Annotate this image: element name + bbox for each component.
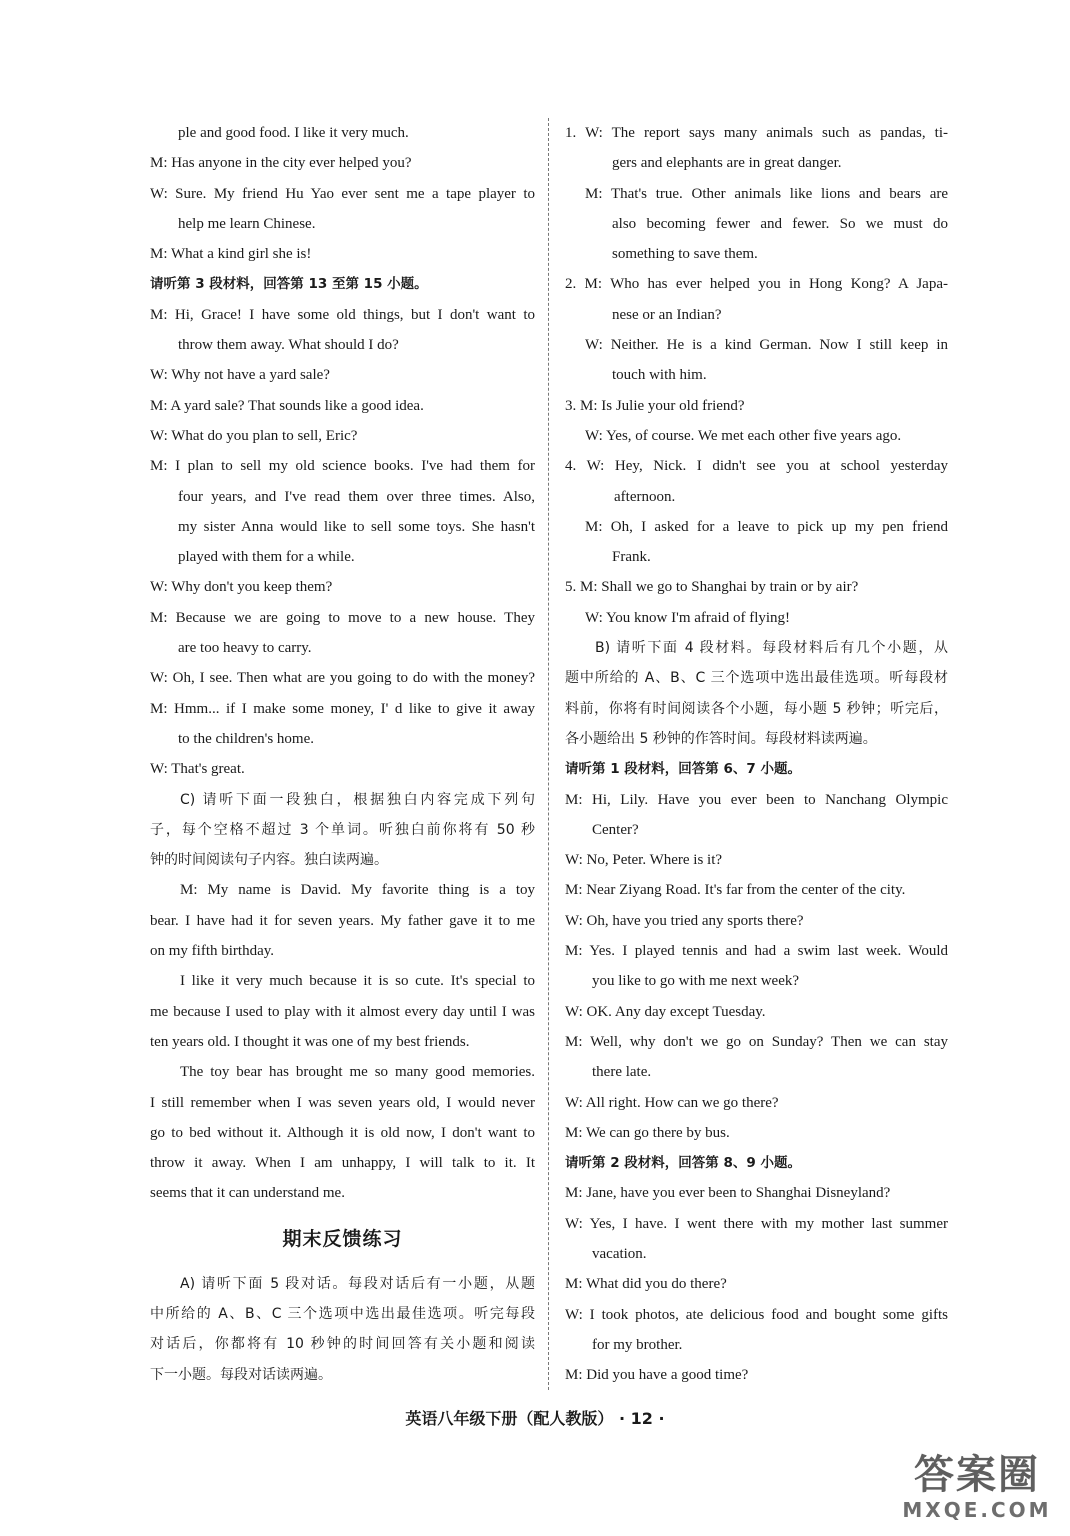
text-line: W: Why not have a yard sale? — [150, 367, 330, 384]
text-line: M: Hi, Grace! I have some old things, but I don't want to — [150, 306, 535, 323]
text-line: 对话后，你都将有 10 秒钟的时间回答有关小题和阅读 — [150, 1336, 535, 1353]
text-line: 各小题给出 5 秒钟的作答时间。每段材料读两遍。 — [565, 730, 877, 747]
text-line: M: Yes. I played tennis and had a swim last week. Would — [565, 943, 948, 960]
text-line: B) 请听下面 4 段材料。每段材料后有几个小题，从 — [595, 640, 948, 657]
text-line: W: What do you plan to sell, Eric? — [150, 427, 358, 444]
text-line: C) 请听下面一段独白，根据独白内容完成下列句 — [180, 791, 535, 808]
text-line: M: Oh, I asked for a leave to pick up my pen friend — [585, 518, 948, 535]
text-line: M: Has anyone in the city ever helped you? — [150, 155, 412, 172]
text-line: M: We can go there by bus. — [565, 1124, 730, 1141]
section-heading: 请听第 2 段材料，回答第 8、9 小题。 — [565, 1155, 801, 1172]
section-title: 期末反馈练习 — [282, 1227, 403, 1250]
text-line: W: I took photos, ate delicious food and bought some gifts — [565, 1306, 948, 1323]
text-line: M: Hmm... if I make some money, I' d like to give it away — [150, 700, 535, 717]
text-line: gers and elephants are in great danger. — [612, 155, 842, 172]
section-heading: 请听第 1 段材料，回答第 6、7 小题。 — [565, 761, 801, 778]
text-line: throw them away. What should I do? — [178, 337, 399, 354]
text-line: 1. W: The report says many animals such as pandas, ti- — [565, 125, 948, 141]
text-line: 5. M: Shall we go to Shanghai by train or by air? — [565, 579, 859, 596]
text-line: M: What a kind girl she is! — [150, 246, 312, 263]
text-line: to the children's home. — [178, 730, 315, 747]
text-line: four years, and I've read them over three times. Also, — [178, 488, 535, 505]
text-line: are too heavy to carry. — [178, 640, 312, 657]
text-line: 下一小题。每段对话读两遍。 — [150, 1366, 332, 1383]
text-line: W: Why don't you keep them? — [150, 579, 333, 596]
text-line: I still remember when I was seven years old, I would never — [150, 1094, 535, 1111]
text-line: W: Yes, of course. We met each other five years ago. — [585, 427, 902, 444]
text-line: The toy bear has brought me so many good memories. — [180, 1064, 535, 1081]
text-line: played with them for a while. — [178, 549, 355, 566]
text-line: touch with him. — [612, 367, 707, 384]
text-line: 钟的时间阅读句子内容。独白读两遍。 — [150, 852, 388, 869]
text-line: throw it away. When I am unhappy, I will talk to it. It — [150, 1155, 535, 1172]
text-line: W: No, Peter. Where is it? — [565, 852, 723, 869]
text-line: 中所给的 A、B、C 三个选项中选出最佳选项。听完每段 — [150, 1305, 535, 1322]
text-line: 题中所给的 A、B、C 三个选项中选出最佳选项。听每段材 — [565, 670, 948, 687]
text-line: W: Oh, have you tried any sports there? — [565, 912, 804, 929]
text-line: ple and good food. I like it very much. — [178, 125, 409, 141]
text-line: 4. W: Hey, Nick. I didn't see you at school yesterday — [565, 458, 948, 475]
text-line: go to bed without it. Although it is old now, I don't want to — [150, 1124, 535, 1141]
watermark-logo — [892, 1452, 1062, 1532]
text-line: M: My name is David. My favorite thing is a toy — [180, 882, 535, 899]
text-line: W: All right. How can we go there? — [565, 1094, 779, 1111]
text-line: W: OK. Any day except Tuesday. — [565, 1003, 766, 1020]
page-footer: 英语八年级下册（配人教版） · 12 · — [405, 1409, 665, 1428]
text-line: help me learn Chinese. — [178, 215, 316, 232]
text-line: also becoming fewer and fewer. So we must do — [612, 215, 948, 232]
text-line: me because I used to play with it almost every day until I was — [150, 1003, 535, 1020]
text-line: W: That's great. — [150, 761, 245, 778]
text-line: W: Yes, I have. I went there with my mother last summer — [565, 1215, 948, 1232]
text-line: M: I plan to sell my old science books. I've had them for — [150, 458, 535, 475]
text-line: afternoon. — [614, 488, 676, 505]
text-line: W: Oh, I see. Then what are you going to do with the money? — [150, 670, 535, 687]
text-line: M: Jane, have you ever been to Shanghai Disneyland? — [565, 1185, 891, 1202]
text-line: M: Because we are going to move to a new house. They — [150, 609, 535, 626]
column-divider — [548, 118, 549, 1390]
text-line: A) 请听下面 5 段对话。每段对话后有一小题，从题 — [180, 1275, 535, 1292]
text-line: W: Sure. My friend Hu Yao ever sent me a tape player to — [150, 185, 535, 202]
text-line: W: Neither. He is a kind German. Now I still keep in — [585, 337, 948, 354]
watermark-url: MXQE.COM — [902, 1498, 1052, 1522]
watermark-text: 答案圈 — [914, 1452, 1040, 1498]
right-column — [565, 118, 948, 1390]
text-line: M: That's true. Other animals like lions and bears are — [585, 185, 948, 202]
text-line: M: Hi, Lily. Have you ever been to Nanchang Olympic — [565, 791, 948, 808]
text-line: there late. — [592, 1064, 652, 1081]
text-line: vacation. — [592, 1245, 647, 1262]
text-line: 2. M: Who has ever helped you in Hong Kong? A Japa- — [565, 276, 948, 293]
text-line: I like it very much because it is so cute. It's special to — [180, 973, 535, 990]
text-line: 子，每个空格不超过 3 个单词。听独白前你将有 50 秒 — [150, 821, 535, 838]
text-line: nese or an Indian? — [612, 306, 722, 323]
text-line: seems that it can understand me. — [150, 1185, 345, 1202]
text-line: M: Did you have a good time? — [565, 1367, 749, 1384]
text-line: W: You know I'm afraid of flying! — [585, 609, 791, 626]
text-line: something to save them. — [612, 246, 758, 263]
text-line: Frank. — [612, 549, 651, 566]
text-line: ten years old. I thought it was one of my best friends. — [150, 1033, 470, 1050]
text-line: 料前，你将有时间阅读各个小题，每小题 5 秒钟；听完后， — [565, 700, 948, 717]
text-line: M: Near Ziyang Road. It's far from the center of the city. — [565, 882, 906, 899]
text-line: Center? — [592, 821, 639, 838]
text-line: for my brother. — [592, 1336, 683, 1353]
text-line: M: What did you do there? — [565, 1276, 727, 1293]
text-line: on my fifth birthday. — [150, 943, 275, 960]
text-line: M: A yard sale? That sounds like a good idea. — [150, 397, 424, 414]
section-heading: 请听第 3 段材料，回答第 13 至第 15 小题。 — [150, 276, 428, 293]
text-line: bear. I have had it for seven years. My father gave it to me — [150, 912, 535, 929]
text-line: M: Well, why don't we go on Sunday? Then we can stay — [565, 1033, 948, 1050]
text-line: my sister Anna would like to sell some toys. She hasn't — [178, 518, 535, 535]
text-line: 3. M: Is Julie your old friend? — [565, 397, 745, 414]
text-line: you like to go with me next week? — [592, 973, 800, 990]
left-column — [150, 118, 535, 1390]
